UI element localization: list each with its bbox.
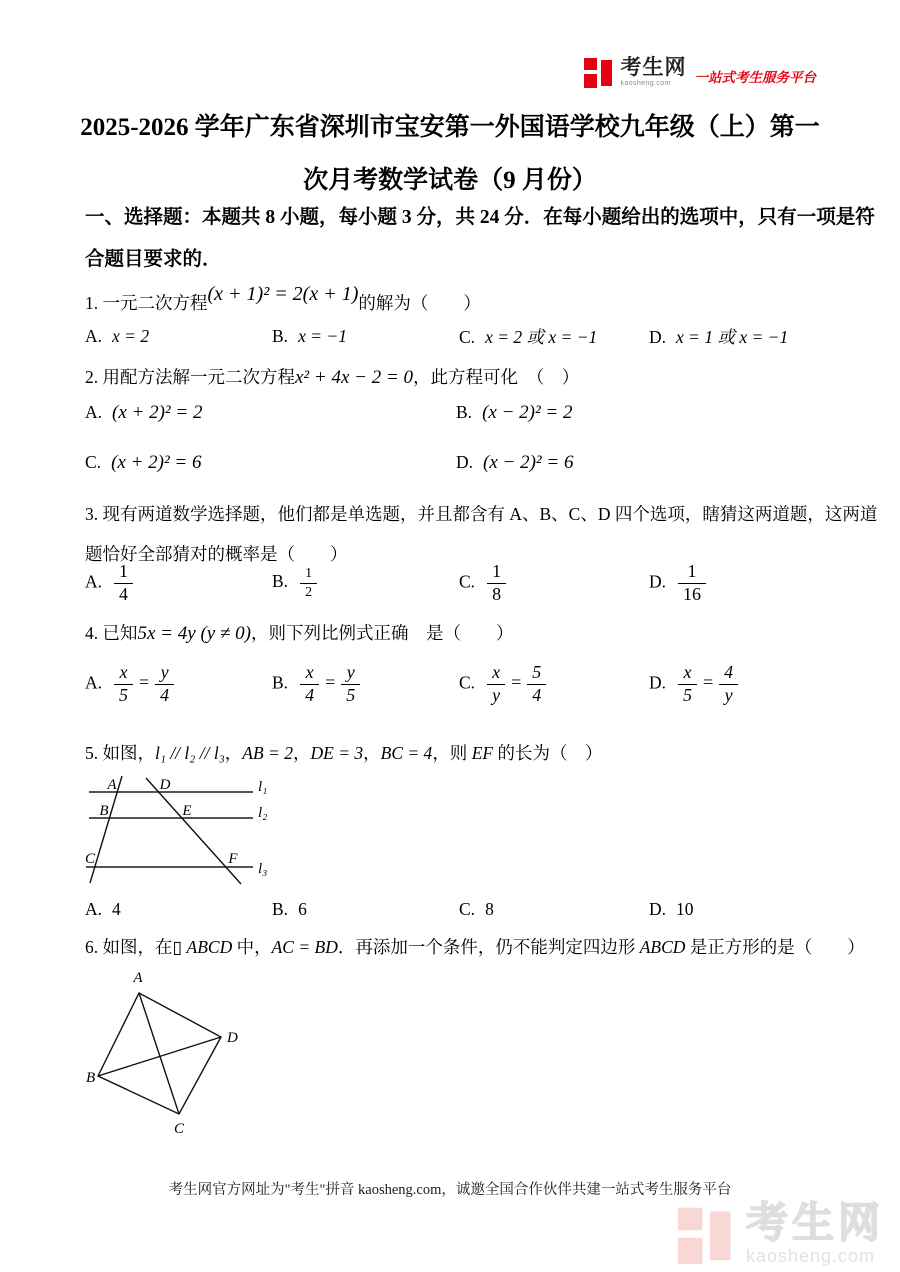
line-label-l2: l₂ bbox=[258, 805, 268, 821]
q1-option-b: B. x = −1 bbox=[272, 326, 347, 346]
q5-option-d: D. 10 bbox=[649, 899, 694, 919]
question-4-options bbox=[85, 663, 830, 706]
line-label-l1: l₁ bbox=[258, 779, 268, 795]
q1-math: (x + 1)² = 2(x + 1) bbox=[207, 283, 359, 305]
brand-domain: kaosheng.com bbox=[620, 80, 671, 87]
section-heading-line2: 合题目要求的． bbox=[85, 249, 222, 270]
question-2-options-row2 bbox=[85, 452, 830, 474]
watermark-logo-icon bbox=[678, 1204, 738, 1264]
vertex-label-d: D bbox=[227, 1030, 238, 1046]
q4-post: ，则下列比例式正确 是（ ） bbox=[250, 623, 514, 643]
parallelogram-symbol: ▯ bbox=[172, 937, 183, 957]
brand-logo bbox=[584, 56, 817, 88]
q1-post: 的解为（ ） bbox=[358, 293, 481, 313]
question-3-text-line2: 题恰好全部猜对的概率是（ ） bbox=[85, 544, 348, 564]
q4-option-d: D. $\frac{x}{5}$ = $\frac{4}{y}$ bbox=[649, 663, 830, 706]
question-2-text bbox=[85, 364, 845, 389]
q2-option-b: B. (x − 2)² = 2 bbox=[456, 402, 573, 423]
exam-title-line2: 次月考数学试卷（9 月份） bbox=[303, 167, 597, 194]
brand-text bbox=[621, 57, 687, 87]
point-label-c: C bbox=[84, 851, 96, 867]
kaosheng-logo-icon bbox=[584, 56, 616, 88]
question-4-text bbox=[85, 620, 845, 645]
q2-math: x² + 4x − 2 = 0 bbox=[295, 367, 414, 388]
watermark-text bbox=[745, 1199, 884, 1266]
q5-option-b: B. 6 bbox=[272, 899, 307, 919]
q5-option-c: C. 8 bbox=[459, 899, 494, 919]
q4-option-c: C. $\frac{x}{y}$ = $\frac{5}{4}$ bbox=[459, 663, 649, 706]
q3-option-b: B. $\frac{1}{2}$ bbox=[272, 566, 459, 600]
watermark-name: 考生网 bbox=[745, 1199, 884, 1246]
q5-option-a: A. 4 bbox=[85, 899, 121, 919]
question-6-text: 6. 如图，在▯ ABCD 中，AC = BD．再添加一个条件，仍不能判定四边形 ABCD 是正方形的是（ ） bbox=[85, 937, 865, 957]
q3-option-d: D. $\frac{1}{16}$ bbox=[649, 562, 830, 605]
question-3-text-line1: 3. 现有两道数学选择题，他们都是单选题，并且都含有 A、B、C、D 四个选项，瞎猜这两道题，这两道 bbox=[85, 504, 878, 524]
question-5-options bbox=[85, 899, 830, 920]
question-3-options bbox=[85, 562, 830, 605]
q3-option-a: A. $\frac{1}{4}$ bbox=[85, 562, 272, 605]
q2-pre: 2. 用配方法解一元二次方程 bbox=[85, 367, 295, 387]
q4-option-a: A. $\frac{x}{5}$ = $\frac{y}{4}$ bbox=[85, 663, 272, 706]
point-label-f: F bbox=[228, 851, 238, 867]
q2-option-c: C. (x + 2)² = 6 bbox=[85, 452, 202, 473]
brand-tagline: 一站式考生服务平台 bbox=[694, 70, 816, 85]
q1-option-a: A. x = 2 bbox=[85, 326, 150, 346]
watermark-domain: kaosheng.com bbox=[745, 1246, 876, 1266]
exam-title-line1: 2025-2026 学年广东省深圳市宝安第一外国语学校九年级（上）第一 bbox=[80, 114, 820, 141]
q4-pre: 4. 已知 bbox=[85, 623, 138, 643]
q4-math: 5x = 4y (y ≠ 0) bbox=[137, 623, 251, 644]
q1-option-d: D. x = 1 或 x = −1 bbox=[649, 327, 789, 347]
q2-post: ，此方程可化 （ ） bbox=[413, 367, 580, 387]
q2-option-d: D. (x − 2)² = 6 bbox=[456, 452, 574, 473]
watermark bbox=[678, 1199, 884, 1266]
q4-option-b: B. $\frac{x}{4}$ = $\frac{y}{5}$ bbox=[272, 663, 459, 706]
vertex-label-c: C bbox=[173, 1121, 185, 1137]
question-1-options bbox=[85, 324, 830, 349]
question-5-text: 5. 如图，l₁ // l₂ // l₃，AB = 2，DE = 3，BC = 4，则 EF 的长为（ ） bbox=[85, 743, 603, 763]
quadrilateral-figure bbox=[86, 962, 276, 1144]
vertex-label-b: B bbox=[86, 1070, 96, 1086]
q1-pre: 1. 一元二次方程 bbox=[85, 293, 208, 313]
question-1-text bbox=[85, 283, 845, 315]
vertex-label-a: A bbox=[133, 970, 143, 986]
q1-option-c: C. x = 2 或 x = −1 bbox=[459, 327, 598, 347]
question-2-options-row1 bbox=[85, 402, 830, 424]
point-label-a: A bbox=[107, 777, 117, 793]
point-label-e: E bbox=[182, 803, 192, 819]
section-heading-line1: 一、选择题：本题共 8 小题，每小题 3 分，共 24 分．在每小题给出的选项中，只有一项是符 bbox=[85, 207, 875, 228]
footer-note: 考生网官方网址为"考生"拼音 kaosheng.com，诚邀全国合作伙伴共建一站式考生服务平台 bbox=[168, 1182, 732, 1198]
brand-name: 考生网 bbox=[620, 56, 687, 79]
line-label-l3: l₃ bbox=[258, 861, 268, 877]
q2-option-a: A. (x + 2)² = 2 bbox=[85, 402, 203, 423]
point-label-d: D bbox=[159, 777, 171, 793]
parallel-lines-figure bbox=[83, 772, 288, 894]
q3-option-c: C. $\frac{1}{8}$ bbox=[459, 562, 649, 605]
point-label-b: B bbox=[99, 803, 109, 819]
